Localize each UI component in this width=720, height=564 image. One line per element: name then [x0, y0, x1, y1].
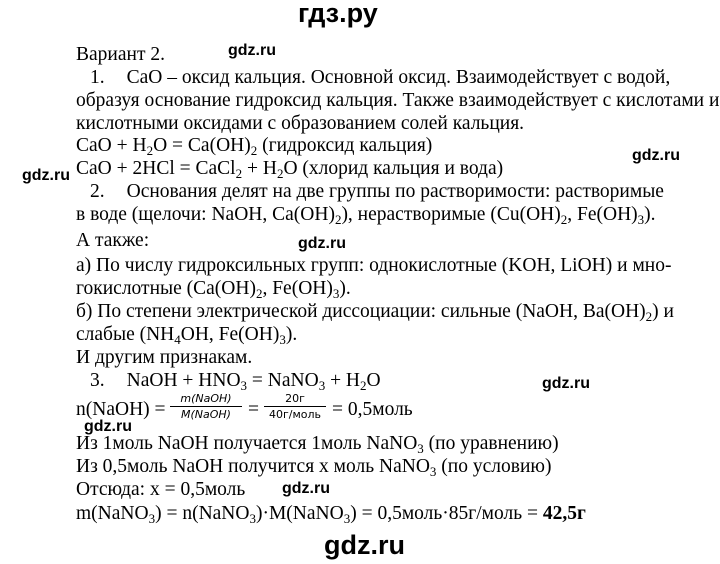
from-equation: Из 1моль NaOH получается 1моль NaNO$_3$ (по уравнению) — [76, 433, 559, 456]
also-label: А также: — [76, 230, 150, 251]
watermark: gdz.ru — [632, 147, 680, 164]
fraction-numerator: 20г — [285, 392, 305, 405]
group-a-line-2: гокислотные ($Ca(OH)_2$, $Fe(OH)_3$). — [76, 278, 351, 301]
group-b-line-2: слабые ($NH_4OH$, $Fe(OH)_3$). — [76, 324, 298, 347]
task-1-line-2: образуя основание гидроксид кальция. Также взаимодействует с кислотами и — [76, 90, 720, 111]
variant-title: Вариант 2. — [76, 44, 165, 65]
watermark: gdz.ru — [298, 235, 346, 252]
equation-1: CaO + $H_2O = Ca(OH)_2$ (гидроксид кальция) — [76, 135, 433, 158]
watermark: gdz.ru — [542, 375, 590, 392]
final-mass: m(NaNO$_3$) = n(NaNO$_3$)·M(NaNO$_3$) = 0,5моль·85г/моль = 42,5г — [76, 503, 586, 526]
group-a-line-1: а) По числу гидроксильных групп: однокислотные (KOH, LiOH) и мно- — [76, 255, 672, 276]
watermark: gdz.ru — [282, 480, 330, 497]
task-number: 2. — [90, 181, 105, 202]
task-2-line-1: 2. Основания делят на две группы по растворимости: растворимые — [90, 181, 664, 202]
calc-equals: = — [248, 399, 259, 420]
task-3-equation: 3. NaOH + $HNO_3$ = NaNO$_3$ + $H_2O$ — [90, 370, 381, 393]
group-b-line-1: б) По степени электрической диссоциации: сильные (NaOH, $Ba(OH)_2$) и — [76, 301, 674, 324]
fraction-denominator: M(NaOH) — [181, 408, 231, 421]
watermark: gdz.ru — [228, 42, 276, 59]
fraction-numerator: m(NaOH) — [180, 392, 232, 405]
task-number: 1. — [90, 67, 105, 88]
fraction-mass-over-molar — [170, 392, 242, 421]
calc-result: = 0,5моль — [332, 399, 413, 420]
task-1-line-3: кислотными оксидами с образованием солей кальция. — [76, 113, 525, 134]
watermark: gdz.ru — [84, 418, 132, 435]
task-text: CaO – оксид кальция. Основной оксид. Взаимодействует с водой, — [126, 67, 671, 88]
task-2-line-2: в воде (щелочи: NaOH, $Ca(OH)_2$), нерастворимые ($Cu(OH)_2$, $Fe(OH)_3$). — [76, 204, 656, 227]
equation-2: CaO + 2HCl = CaCl$_2$ + $H_2O$ (хлорид кальция и вода) — [76, 158, 504, 181]
site-header: гдз.ру — [298, 0, 378, 28]
task-1-line-1 — [90, 67, 670, 89]
fraction-denominator: 40г/моль — [268, 408, 322, 421]
site-footer: gdz.ru — [324, 530, 405, 560]
other-signs: И другим признакам. — [76, 347, 253, 368]
task-number: 3. — [90, 370, 105, 391]
fraction-values — [264, 392, 326, 421]
hence-line: Отсюда: x = 0,5моль — [76, 479, 246, 500]
watermark: gdz.ru — [22, 167, 70, 184]
from-condition: Из 0,5моль NaOH получится x моль NaNO$_3$ (по условию) — [76, 456, 552, 479]
final-answer: 42,5г — [542, 503, 586, 524]
calc-lhs: n(NaOH) = — [76, 399, 166, 420]
